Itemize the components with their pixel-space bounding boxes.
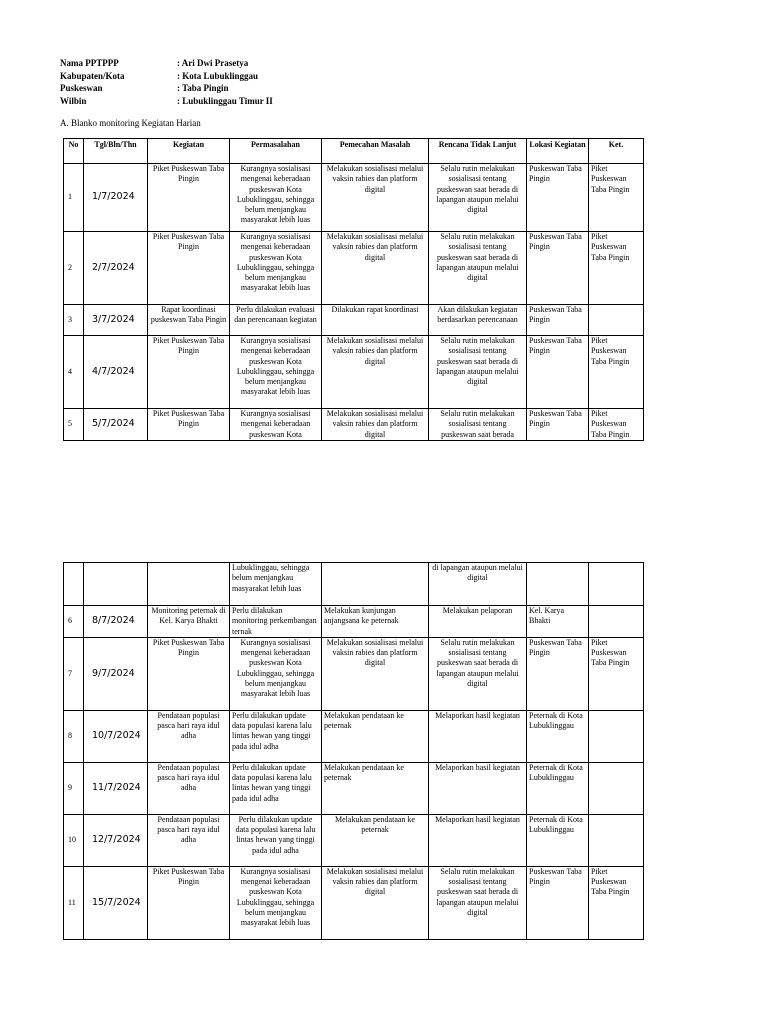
cell-text: Pendataan populasi pasca hari raya idul adha bbox=[157, 762, 220, 793]
monitoring-table-page-1 bbox=[63, 138, 644, 441]
cell-text: 4 bbox=[68, 366, 72, 376]
cell-text: Lubuklinggau, sehingga belum menjangkau masyarakat lebih luas bbox=[232, 563, 310, 593]
col-header-no: No bbox=[64, 139, 84, 164]
cell-text: Melaporkan hasil kegiatan bbox=[435, 710, 520, 720]
col-header-kegiatan: Kegiatan bbox=[148, 139, 230, 164]
cell-ket bbox=[589, 637, 644, 710]
col-header-rencana: Rencana Tidak Lanjut bbox=[429, 139, 527, 164]
cell-no bbox=[64, 866, 84, 939]
cell-rencana bbox=[429, 710, 527, 762]
cell-text: Selalu rutin melakukan sosialisasi tentang puskeswan saat berada di lapangan ataupun melalui digital bbox=[436, 637, 519, 689]
cell-text: 11/7/2024 bbox=[92, 783, 141, 794]
cell-text: di lapangan ataupun melalui digital bbox=[432, 563, 523, 583]
table-row bbox=[64, 232, 644, 305]
table-row bbox=[64, 606, 644, 638]
cell-date bbox=[84, 336, 148, 409]
cell-permasalahan bbox=[230, 305, 322, 336]
cell-ket bbox=[589, 164, 644, 232]
cell-permasalahan bbox=[230, 762, 322, 814]
cell-date bbox=[84, 814, 148, 866]
cell-lokasi bbox=[527, 606, 589, 638]
cell-text: 2/7/2024 bbox=[92, 262, 135, 273]
field-label: Nama PPTPPP bbox=[60, 58, 119, 68]
cell-ket bbox=[589, 814, 644, 866]
table-row bbox=[64, 814, 644, 866]
cell-date bbox=[84, 409, 148, 441]
cell-kegiatan bbox=[148, 606, 230, 638]
cell-text: Puskeswan Taba Pingin bbox=[529, 409, 582, 429]
cell-pemecahan bbox=[322, 762, 429, 814]
cell-pemecahan bbox=[322, 866, 429, 939]
cell-text: Melakukan sosialisasi melalui vaksin rabies dan platform digital bbox=[326, 336, 424, 366]
section-subtitle: A. Blanko monitoring Kegiatan Harian bbox=[60, 118, 201, 128]
cell-rencana bbox=[429, 164, 527, 232]
col-header-date: Tgl/Bln/Thn bbox=[84, 139, 148, 164]
cell-no bbox=[64, 710, 84, 762]
cell-ket bbox=[589, 305, 644, 336]
table-row bbox=[64, 164, 644, 232]
cell-text: Puskeswan Taba Pingin bbox=[529, 866, 582, 887]
cell-text: Piket Puskeswan Taba Pingin bbox=[152, 409, 225, 429]
field-value: : Kota Lubuklinggau bbox=[177, 70, 259, 81]
cell-rencana bbox=[429, 409, 527, 441]
cell-text: Selalu rutin melakukan sosialisasi tentang puskeswan saat berada di lapangan ataupun melalui digital bbox=[436, 164, 519, 215]
cell-text: 10/7/2024 bbox=[92, 731, 141, 742]
cell-lokasi bbox=[527, 232, 589, 305]
cell-text: Dilakukan rapat koordinasi bbox=[331, 305, 419, 314]
cell-ket bbox=[589, 710, 644, 762]
col-header-pemecahan: Pemecahan Masalah bbox=[322, 139, 429, 164]
cell-text: 9/7/2024 bbox=[92, 668, 135, 679]
cell-text: Melaporkan hasil kegiatan bbox=[435, 762, 520, 772]
col-header-lokasi: Lokasi Kegiatan bbox=[527, 139, 589, 164]
cell-kegiatan bbox=[148, 710, 230, 762]
cell-permasalahan bbox=[230, 336, 322, 409]
cell-ket bbox=[589, 762, 644, 814]
cell-lokasi bbox=[527, 710, 589, 762]
cell-text: 4/7/2024 bbox=[92, 366, 135, 377]
cell-text: Peternak di Kota Lubuklinggau bbox=[529, 710, 583, 731]
cell-text: Selalu rutin melakukan sosialisasi tentang puskeswan saat berada di lapangan ataupun melalui digital bbox=[436, 336, 519, 387]
cell-text: Pendataan populasi pasca hari raya idul adha bbox=[157, 814, 220, 845]
cell-pemecahan bbox=[322, 409, 429, 441]
cell-lokasi bbox=[527, 409, 589, 441]
cell-permasalahan bbox=[230, 164, 322, 232]
cell-permasalahan bbox=[230, 409, 322, 441]
cell-lokasi bbox=[527, 164, 589, 232]
cell-text: Piket Puskeswan Taba Pingin bbox=[591, 336, 630, 366]
cell-ket bbox=[589, 336, 644, 409]
cell-text: Kurangnya sosialisasi mengenai keberadaan puskeswan Kota Lubuklinggau, sehingga belum menjangkau masyarakat lebih luas bbox=[236, 232, 315, 293]
cell-kegiatan bbox=[148, 866, 230, 939]
cell-text: Piket Puskeswan Taba Pingin bbox=[591, 164, 630, 194]
cell-ket bbox=[589, 606, 644, 638]
cell-rencana bbox=[429, 563, 527, 606]
cell-kegiatan bbox=[148, 814, 230, 866]
cell-text: Melakukan sosialisasi melalui vaksin rabies dan platform digital bbox=[326, 637, 424, 668]
cell-permasalahan bbox=[230, 563, 322, 606]
cell-no bbox=[64, 305, 84, 336]
cell-text: Kurangnya sosialisasi mengenai keberadaan puskeswan Kota Lubuklinggau, sehingga belum menjangkau masyarakat lebih luas bbox=[236, 164, 315, 225]
cell-text: Pendataan populasi pasca hari raya idul adha bbox=[157, 710, 220, 741]
col-header-ket: Ket. bbox=[589, 139, 644, 164]
cell-pemecahan bbox=[322, 814, 429, 866]
cell-kegiatan bbox=[148, 164, 230, 232]
cell-text: Piket Puskeswan Taba Pingin bbox=[591, 232, 630, 262]
table-row bbox=[64, 710, 644, 762]
cell-text: Selalu rutin melakukan sosialisasi tentang puskeswan saat berada di lapangan ataupun melalui digital bbox=[436, 232, 519, 283]
cell-text: Piket Puskeswan Taba Pingin bbox=[152, 336, 225, 356]
cell-text: Melakukan kunjungan anjangsana ke peternak bbox=[324, 606, 399, 626]
cell-text: Piket Puskeswan Taba Pingin bbox=[591, 409, 630, 439]
table-header-row bbox=[64, 139, 644, 164]
cell-lokasi bbox=[527, 563, 589, 606]
cell-no bbox=[64, 232, 84, 305]
table-row bbox=[64, 866, 644, 939]
field-nama bbox=[60, 57, 273, 70]
cell-text: 5 bbox=[68, 419, 72, 429]
cell-rencana bbox=[429, 336, 527, 409]
cell-text: 5/7/2024 bbox=[92, 419, 135, 430]
cell-text: 12/7/2024 bbox=[92, 835, 141, 846]
field-value: : Taba Pingin bbox=[177, 83, 229, 93]
cell-no bbox=[64, 606, 84, 638]
cell-date bbox=[84, 563, 148, 606]
monitoring-table-page-2 bbox=[63, 562, 644, 940]
cell-text: Melakukan sosialisasi melalui vaksin rabies dan platform digital bbox=[326, 164, 424, 194]
cell-no bbox=[64, 637, 84, 710]
cell-date bbox=[84, 606, 148, 638]
cell-text: Piket Puskeswan Taba Pingin bbox=[152, 637, 225, 658]
cell-text: Puskeswan Taba Pingin bbox=[529, 336, 582, 356]
field-label: Wilbin bbox=[60, 95, 87, 106]
cell-text: Piket Puskeswan Taba Pingin bbox=[152, 164, 225, 184]
cell-text: Perlu dilakukan evaluasi dan perencanaan kegiatan bbox=[234, 305, 317, 325]
table-row bbox=[64, 409, 644, 441]
cell-kegiatan bbox=[148, 409, 230, 441]
cell-text: Perlu dilakukan update data populasi karena lalu lintas hewan yang tinggi pada idul adha bbox=[235, 814, 316, 855]
cell-lokasi bbox=[527, 637, 589, 710]
cell-text: 1 bbox=[68, 192, 72, 202]
cell-lokasi bbox=[527, 866, 589, 939]
cell-text: Puskeswan Taba Pingin bbox=[529, 232, 582, 252]
cell-date bbox=[84, 866, 148, 939]
cell-text: Melakukan pelaporan bbox=[442, 606, 513, 615]
cell-text: Piket Puskeswan Taba Pingin bbox=[591, 866, 630, 897]
cell-text: Kurangnya sosialisasi mengenai keberadaan puskeswan Kota Lubuklinggau, sehingga belum menjangkau masyarakat lebih luas bbox=[236, 336, 315, 397]
cell-pemecahan bbox=[322, 336, 429, 409]
cell-rencana bbox=[429, 305, 527, 336]
cell-date bbox=[84, 232, 148, 305]
cell-no bbox=[64, 409, 84, 441]
field-label: Kabupaten/Kota bbox=[60, 70, 125, 81]
cell-kegiatan bbox=[148, 336, 230, 409]
cell-kegiatan bbox=[148, 762, 230, 814]
cell-text: 3 bbox=[68, 314, 72, 324]
cell-text: Monitoring peternak di Kel. Karya Bhakti bbox=[151, 606, 226, 626]
cell-text: Selalu rutin melakukan sosialisasi tentang puskeswan saat berada di lapangan ataupun melalui digital bbox=[436, 866, 519, 918]
cell-pemecahan bbox=[322, 710, 429, 762]
cell-text: Piket Puskeswan Taba Pingin bbox=[591, 637, 630, 668]
cell-lokasi bbox=[527, 814, 589, 866]
cell-pemecahan bbox=[322, 563, 429, 606]
cell-text: Melakukan pendataan ke peternak bbox=[324, 710, 404, 731]
cell-date bbox=[84, 762, 148, 814]
cell-pemecahan bbox=[322, 606, 429, 638]
cell-text: 9 bbox=[68, 783, 72, 793]
cell-text: Puskeswan Taba Pingin bbox=[529, 637, 582, 658]
cell-text: Piket Puskeswan Taba Pingin bbox=[152, 232, 225, 252]
cell-ket bbox=[589, 866, 644, 939]
cell-rencana bbox=[429, 232, 527, 305]
cell-text: Akan dilakukan kegiatan berdasarkan perencanaan bbox=[437, 305, 518, 325]
cell-permasalahan bbox=[230, 637, 322, 710]
cell-text: Perlu dilakukan monitoring perkembangan ternak bbox=[232, 606, 317, 636]
cell-kegiatan bbox=[148, 305, 230, 336]
cell-lokasi bbox=[527, 762, 589, 814]
cell-kegiatan bbox=[148, 563, 230, 606]
table-row bbox=[64, 637, 644, 710]
cell-kegiatan bbox=[148, 232, 230, 305]
table-row bbox=[64, 305, 644, 336]
cell-rencana bbox=[429, 606, 527, 638]
cell-text: Rapat koordinasi puskeswan Taba Pingin bbox=[150, 305, 227, 325]
cell-text: 6 bbox=[68, 616, 72, 626]
cell-permasalahan bbox=[230, 866, 322, 939]
cell-date bbox=[84, 710, 148, 762]
table-row-continuation bbox=[64, 563, 644, 606]
cell-no bbox=[64, 164, 84, 232]
cell-text: Puskeswan Taba Pingin bbox=[529, 305, 582, 325]
cell-pemecahan bbox=[322, 637, 429, 710]
cell-rencana bbox=[429, 866, 527, 939]
cell-no bbox=[64, 336, 84, 409]
cell-text: 3/7/2024 bbox=[92, 314, 135, 325]
cell-text: Piket Puskeswan Taba Pingin bbox=[152, 866, 225, 887]
header-fields bbox=[60, 57, 273, 107]
table-row bbox=[64, 762, 644, 814]
cell-text: Kurangnya sosialisasi mengenai keberadaan puskeswan Kota bbox=[240, 409, 311, 439]
cell-text: Melaporkan hasil kegiatan bbox=[435, 814, 520, 824]
cell-text: Kurangnya sosialisasi mengenai keberadaan puskeswan Kota Lubuklinggau, sehingga belum menjangkau masyarakat lebih luas bbox=[236, 866, 315, 928]
cell-kegiatan bbox=[148, 637, 230, 710]
cell-ket bbox=[589, 409, 644, 441]
cell-pemecahan bbox=[322, 305, 429, 336]
field-label: Puskeswan bbox=[60, 83, 103, 93]
cell-text: 2 bbox=[68, 262, 72, 272]
cell-text: 11 bbox=[68, 897, 76, 907]
cell-text: Melakukan sosialisasi melalui vaksin rabies dan platform digital bbox=[326, 232, 424, 262]
col-header-permasalahan: Permasalahan bbox=[230, 139, 322, 164]
cell-permasalahan bbox=[230, 232, 322, 305]
cell-text: 15/7/2024 bbox=[92, 897, 141, 908]
cell-text: Melakukan pendataan ke peternak bbox=[324, 762, 404, 783]
cell-text: 1/7/2024 bbox=[92, 192, 135, 203]
field-puskeswan bbox=[60, 82, 273, 95]
field-value: : Lubuklinggau Timur II bbox=[177, 95, 273, 106]
cell-text: Melakukan pendataan ke peternak bbox=[335, 814, 415, 835]
cell-text: Perlu dilakukan update data populasi karena lalu lintas hewan yang tinggi pada idul adha bbox=[232, 710, 312, 751]
cell-text: Melakukan sosialisasi melalui vaksin rabies dan platform digital bbox=[326, 409, 424, 439]
cell-text: 8/7/2024 bbox=[92, 616, 135, 627]
cell-text: 8 bbox=[68, 731, 72, 741]
cell-rencana bbox=[429, 814, 527, 866]
cell-text: Selalu rutin melakukan sosialisasi tentang puskeswan saat berada bbox=[440, 409, 515, 439]
cell-permasalahan bbox=[230, 710, 322, 762]
cell-permasalahan bbox=[230, 814, 322, 866]
cell-text: 10 bbox=[68, 835, 76, 845]
cell-pemecahan bbox=[322, 232, 429, 305]
cell-text: Perlu dilakukan update data populasi karena lalu lintas hewan yang tinggi pada idul adha bbox=[232, 762, 312, 803]
cell-rencana bbox=[429, 762, 527, 814]
cell-no bbox=[64, 814, 84, 866]
cell-date bbox=[84, 637, 148, 710]
cell-text: Melakukan sosialisasi melalui vaksin rabies dan platform digital bbox=[326, 866, 424, 897]
cell-ket bbox=[589, 232, 644, 305]
cell-permasalahan bbox=[230, 606, 322, 638]
field-wilbin bbox=[60, 95, 273, 108]
cell-rencana bbox=[429, 637, 527, 710]
cell-lokasi bbox=[527, 336, 589, 409]
cell-no bbox=[64, 762, 84, 814]
cell-text: Kurangnya sosialisasi mengenai keberadaan puskeswan Kota Lubuklinggau, sehingga belum menjangkau masyarakat lebih luas bbox=[236, 637, 315, 699]
cell-no bbox=[64, 563, 84, 606]
cell-text: Peternak di Kota Lubuklinggau bbox=[529, 814, 583, 835]
cell-text: Peternak di Kota Lubuklinggau bbox=[529, 762, 583, 783]
cell-pemecahan bbox=[322, 164, 429, 232]
cell-lokasi bbox=[527, 305, 589, 336]
cell-text: Puskeswan Taba Pingin bbox=[529, 164, 582, 184]
cell-text: Kel. Karya Bhakti bbox=[529, 606, 565, 626]
cell-date bbox=[84, 305, 148, 336]
cell-ket bbox=[589, 563, 644, 606]
table-row bbox=[64, 336, 644, 409]
cell-date bbox=[84, 164, 148, 232]
cell-text: 7 bbox=[68, 668, 72, 678]
field-value: : Ari Dwi Prasetya bbox=[177, 58, 249, 68]
field-kabupaten bbox=[60, 70, 273, 83]
